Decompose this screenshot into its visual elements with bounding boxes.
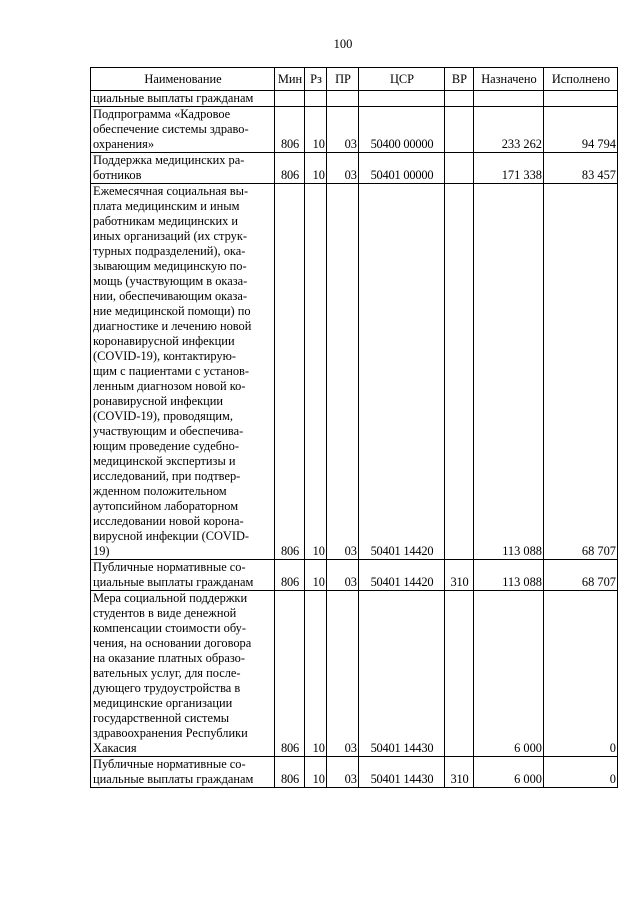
row-pr <box>327 91 359 107</box>
row-assigned: 233 262 <box>474 107 544 153</box>
row-min: 806 <box>275 184 305 560</box>
row-name: Публичные нормативные со- циальные выплаты гражданам <box>91 757 275 788</box>
row-vr: 310 <box>445 560 474 591</box>
row-rz: 10 <box>305 591 327 757</box>
row-executed: 0 <box>544 591 618 757</box>
row-assigned: 6 000 <box>474 757 544 788</box>
row-assigned: 171 338 <box>474 153 544 184</box>
row-csr: 50401 14430 <box>359 591 445 757</box>
row-csr: 50401 14420 <box>359 184 445 560</box>
row-vr <box>445 153 474 184</box>
row-name: Мера социальной поддержки студентов в виде денежной компенсации стоимости обу- чения, на основании договора на оказание платных образо- вательных услуг, для после- дующего трудоустройства в медицинские организации государственной системы здравоохранения Республики Хакасия <box>91 591 275 757</box>
row-executed: 68 707 <box>544 184 618 560</box>
row-name: Подпрограмма «Кадровое обеспечение системы здраво- охранения» <box>91 107 275 153</box>
row-executed: 0 <box>544 757 618 788</box>
header-name: Наименование <box>91 68 275 91</box>
row-executed <box>544 91 618 107</box>
row-rz: 10 <box>305 757 327 788</box>
row-executed: 94 794 <box>544 107 618 153</box>
row-min: 806 <box>275 757 305 788</box>
row-pr: 03 <box>327 153 359 184</box>
header-executed: Исполнено <box>544 68 618 91</box>
row-assigned: 113 088 <box>474 560 544 591</box>
row-vr <box>445 107 474 153</box>
header-rz: Рз <box>305 68 327 91</box>
row-executed: 68 707 <box>544 560 618 591</box>
row-csr: 50401 00000 <box>359 153 445 184</box>
row-name: Ежемесячная социальная вы- плата медицинским и иным работникам медицинских и иных организаций (их струк- турных подразделений), ока- зывающим медицинскую по- мощь (участвующим в оказа- нии, обеспечивающим оказа- ние медицинской помощи) по диагностике и лечению новой коронавирусной инфекции (COVID-19), контактирую- щим с пациентами с установ- ленным диагнозом новой ко- ронавирусной инфекции (COVID-19), проводящим, участвующим и обеспечива- ющим проведение судебно- медицинской экспертизы и исследований, при подтвер- жденном положительном аутопсийном лабораторном исследовании новой корона- вирусной инфекции (COVID- 19) <box>91 184 275 560</box>
row-vr <box>445 591 474 757</box>
row-name: Поддержка медицинских ра- ботников <box>91 153 275 184</box>
row-assigned: 6 000 <box>474 591 544 757</box>
row-rz <box>305 91 327 107</box>
row-pr: 03 <box>327 757 359 788</box>
row-rz: 10 <box>305 107 327 153</box>
row-pr: 03 <box>327 107 359 153</box>
header-pr: ПР <box>327 68 359 91</box>
table-row <box>91 184 618 560</box>
row-executed: 83 457 <box>544 153 618 184</box>
table-row <box>91 153 618 184</box>
budget-table <box>90 67 618 788</box>
row-min: 806 <box>275 591 305 757</box>
header-min: Мин <box>275 68 305 91</box>
row-vr <box>445 91 474 107</box>
row-name: циальные выплаты гражданам <box>91 91 275 107</box>
table-row <box>91 91 618 107</box>
row-min: 806 <box>275 107 305 153</box>
table-row <box>91 591 618 757</box>
header-row <box>91 68 618 91</box>
header-vr: ВР <box>445 68 474 91</box>
row-min: 806 <box>275 560 305 591</box>
table-row <box>91 560 618 591</box>
page-number: 100 <box>333 37 353 51</box>
row-csr: 50400 00000 <box>359 107 445 153</box>
row-min <box>275 91 305 107</box>
row-rz: 10 <box>305 153 327 184</box>
table-row <box>91 757 618 788</box>
row-csr: 50401 14430 <box>359 757 445 788</box>
row-assigned <box>474 91 544 107</box>
header-assigned: Назначено <box>474 68 544 91</box>
row-rz: 10 <box>305 184 327 560</box>
row-rz: 10 <box>305 560 327 591</box>
row-name: Публичные нормативные со- циальные выплаты гражданам <box>91 560 275 591</box>
row-pr: 03 <box>327 560 359 591</box>
row-pr: 03 <box>327 591 359 757</box>
row-csr <box>359 91 445 107</box>
row-vr <box>445 184 474 560</box>
header-csr: ЦСР <box>359 68 445 91</box>
table-row <box>91 107 618 153</box>
row-vr: 310 <box>445 757 474 788</box>
row-assigned: 113 088 <box>474 184 544 560</box>
row-csr: 50401 14420 <box>359 560 445 591</box>
row-pr: 03 <box>327 184 359 560</box>
row-min: 806 <box>275 153 305 184</box>
